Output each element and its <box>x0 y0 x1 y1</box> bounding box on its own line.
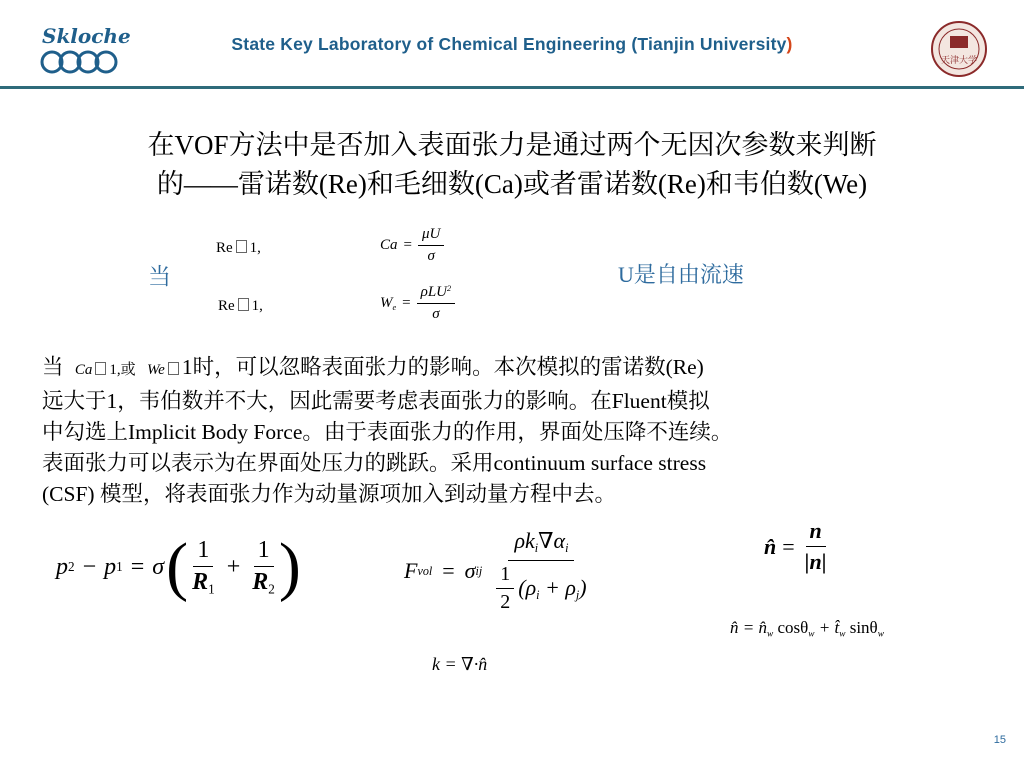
ca-numerator: μU <box>418 226 444 246</box>
header-title-close: ) <box>786 34 793 54</box>
curvature-equation: k = ∇·n̂ <box>432 654 488 674</box>
fvol-fraction: $\rho k_i\nabla\alpha_i$ $\frac{1}{2}$ $(\rho_i + \rho_j)$ <box>492 528 590 614</box>
slide-heading <box>30 126 994 204</box>
we-eq: = <box>402 295 411 311</box>
body-line-4: 表面张力可以表示为在界面处压力的跳跃。采用continuum surface stress <box>42 451 707 475</box>
university-seal <box>930 20 988 78</box>
page-number: 15 <box>993 734 1006 746</box>
nhat-equation: n̂ = $\frac{n}{|n|}$ <box>764 518 831 575</box>
seal-text: 天津大学 <box>940 56 977 66</box>
left-paren: ( <box>166 530 189 603</box>
much-less-icon <box>95 362 106 375</box>
body-ca: Ca <box>74 362 93 378</box>
much-less-icon <box>238 298 249 311</box>
re-symbol-2: Re <box>218 298 235 314</box>
wall-adhesion-equation: n̂ = $n̂_w$ $\cos\theta_w + t̂_w$ sinθ$_w$ <box>730 618 884 640</box>
much-less-icon <box>236 240 247 253</box>
body-line-1: 当 Ca 1,或 We 1时，可以忽略表面张力的影响。本次模拟的雷诺数(Re) <box>42 355 704 379</box>
we-fraction <box>417 284 456 323</box>
u-note: U是自由流速 <box>618 262 744 287</box>
header-title <box>0 34 1024 55</box>
header-title-main: State Key Laboratory of Chemical Engineering (Tianjin University <box>231 34 787 54</box>
re-symbol-1: Re <box>216 240 233 256</box>
frac-1-r2: $\frac{1}{R_2}$ <box>252 536 275 597</box>
nhat-fraction: $\frac{n}{|n|}$ <box>804 518 827 574</box>
we-denominator: σ <box>432 306 440 322</box>
ca-denominator: σ <box>427 248 435 264</box>
we-definition <box>380 284 455 323</box>
we-lhs: $W_e$ <box>380 295 397 312</box>
body-line-5: (CSF) 模型，将表面张力作为动量源项加入到动量方程中去。 <box>42 482 616 506</box>
ca-lhs: Ca <box>380 237 398 253</box>
body-paragraph <box>42 352 1002 510</box>
re-one-2: 1, <box>251 298 263 314</box>
lab-logo-text: Skloche <box>42 24 131 48</box>
ca-definition <box>380 226 444 265</box>
heading-line-1: 在VOF方法中是否加入表面张力是通过两个无因次参数来判断 <box>147 130 877 160</box>
heading-line-2: 的——雷诺数(Re)和毛细数(Ca)或者雷诺数(Re)和韦伯数(We) <box>156 169 868 199</box>
body-line-2: 远大于1，韦伯数并不大，因此需要考虑表面张力的影响。在Fluent模拟 <box>42 389 710 413</box>
re-condition-1 <box>216 240 261 257</box>
we-numerator: ρLU$^2$ <box>417 284 456 304</box>
frac-1-r1: $\frac{1}{R_1}$ <box>192 536 215 597</box>
right-paren: ) <box>278 530 301 603</box>
seal-icon <box>930 20 988 78</box>
much-less-icon <box>168 362 179 375</box>
re-one-1: 1, <box>249 240 261 256</box>
re-condition-2 <box>218 298 263 315</box>
header-rule <box>0 86 1024 89</box>
half-fraction: $\frac{1}{2}$ <box>496 563 514 614</box>
dang-label: 当 <box>148 264 171 289</box>
ca-eq: = <box>403 237 412 253</box>
body-we: We <box>147 362 165 378</box>
body-line-3: 中勾选上Implicit Body Force。由于表面张力的作用，界面处压降不连续。 <box>42 420 733 444</box>
pressure-jump-equation: p 2 − p 1 = σ ( $\frac{1}{R_1}$ + $\frac{1}{R_2}$ ) <box>56 530 301 603</box>
ca-fraction <box>418 226 444 265</box>
fvol-equation: F vol = σ ij $\rho k_i\nabla\alpha_i$ $\frac{1}{2}$ $(\rho_i + \rho_j)$ <box>404 528 591 614</box>
